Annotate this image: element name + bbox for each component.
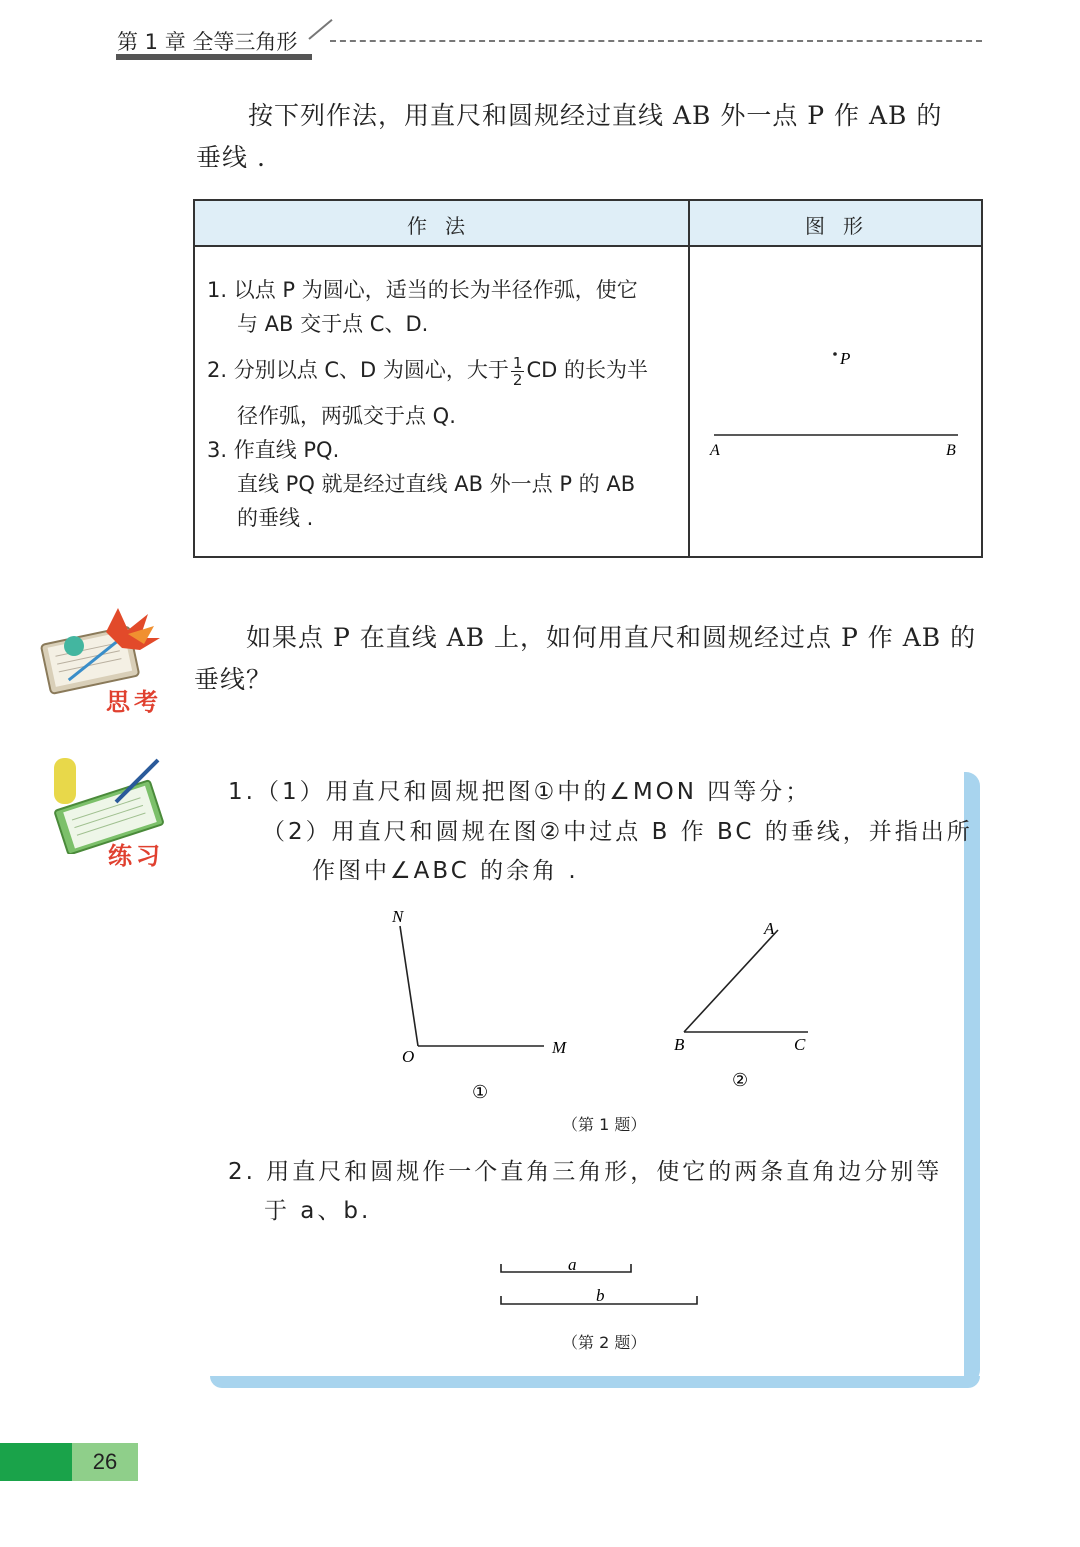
header-dashed-rule — [330, 40, 982, 42]
point-b-label: B — [674, 1035, 685, 1054]
step-3-line-1: 3. 作直线 PQ. — [207, 438, 340, 462]
table-header-figure: 图形 — [805, 214, 881, 238]
point-b-label: B — [946, 442, 956, 459]
intro-line-1: 按下列作法，用直尺和圆规经过直线 AB 外一点 P 作 AB 的 — [248, 101, 943, 130]
table-figure — [690, 247, 981, 556]
point-a-label: A — [764, 919, 775, 938]
construction-table — [193, 199, 983, 558]
caption-exercise-2: （第 2 题） — [562, 1333, 647, 1352]
ray-on — [400, 926, 418, 1046]
practice-badge-label: 练习 — [108, 842, 164, 870]
step-2-text-a: 2. 分别以点 C、D 为圆心，大于 — [207, 358, 509, 382]
table-header-method: 作法 — [407, 214, 483, 238]
think-badge-label: 思考 — [106, 688, 162, 716]
ray-ba — [684, 930, 778, 1032]
segment-b-label: b — [596, 1286, 605, 1305]
point-n-label: N — [392, 907, 404, 926]
point-p-label: P — [840, 349, 851, 368]
exercise-2-line-1: 2. 用直尺和圆规作一个直角三角形，使它的两条直角边分别等 — [228, 1159, 943, 1185]
point-o-label: O — [402, 1047, 415, 1066]
intro-line-2: 垂线 . — [196, 143, 266, 172]
exercise-1-part-1: 1.（1）用直尺和圆规把图①中的∠MON 四等分； — [228, 779, 812, 805]
footer-green-bar — [0, 1443, 72, 1481]
exercise-1-part-2-cont: 作图中∠ABC 的余角 . — [312, 858, 579, 884]
chapter-title: 第 1 章 全等三角形 — [117, 30, 298, 54]
step-3-line-3: 的垂线 . — [237, 506, 314, 530]
fraction-half — [511, 355, 525, 388]
figure-angle-mon — [380, 900, 580, 1110]
point-a-label: A — [710, 442, 720, 459]
point-c-label: C — [794, 1035, 806, 1054]
step-2-line-1 — [207, 353, 648, 388]
think-line-2: 垂线？ — [194, 665, 273, 694]
exercise-2-line-2: 于 a、b. — [264, 1198, 372, 1224]
step-3-line-2: 直线 PQ 就是经过直线 AB 外一点 P 的 AB — [237, 472, 636, 496]
header-divider-slash — [308, 19, 332, 40]
step-1-line-2: 与 AB 交于点 C、D. — [237, 312, 429, 336]
point-m-label: M — [552, 1038, 567, 1057]
chapter-underline — [116, 54, 312, 60]
think-line-1: 如果点 P 在直线 AB 上，如何用直尺和圆规经过点 P 作 AB 的 — [246, 623, 977, 652]
exercise-1-part-2: （2）用直尺和圆规在图②中过点 B 作 BC 的垂线，并指出所 — [262, 819, 973, 845]
segment-a-label: a — [568, 1255, 577, 1274]
fraction-numerator: 1 — [512, 353, 523, 372]
step-2-text-b: CD 的长为半 — [526, 358, 648, 382]
figure-1-label: ① — [472, 1082, 489, 1103]
segment-a — [501, 1264, 631, 1272]
segments-a-b — [490, 1250, 710, 1314]
page-number: 26 — [72, 1443, 138, 1481]
fraction-denominator: 2 — [512, 370, 523, 389]
practice-panel-right-border — [964, 772, 980, 1384]
point-p-dot — [833, 352, 837, 356]
step-1-line-1: 1. 以点 P 为圆心，适当的长为半径作弧，使它 — [207, 278, 638, 302]
practice-panel-bottom-border — [210, 1376, 980, 1388]
figure-angle-abc — [660, 910, 830, 1090]
caption-exercise-1: （第 1 题） — [562, 1115, 647, 1134]
step-2-line-2: 径作弧，两弧交于点 Q. — [237, 404, 456, 428]
table-header-row — [195, 201, 981, 247]
figure-2-label: ② — [732, 1070, 749, 1090]
